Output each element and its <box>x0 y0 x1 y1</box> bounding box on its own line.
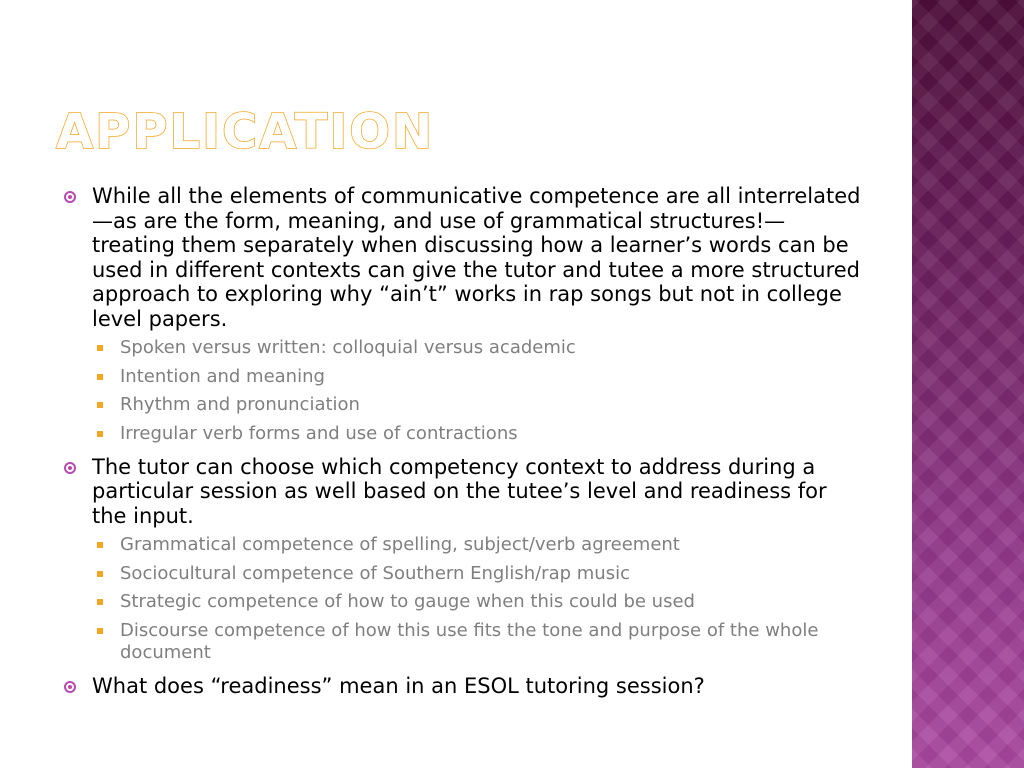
sub-bullet-point <box>64 591 864 613</box>
sub-bullet-point <box>64 337 864 359</box>
bullet-point <box>64 674 864 699</box>
sub-bullet-list <box>64 337 864 445</box>
square-bullet-icon <box>97 374 103 380</box>
slide-body <box>64 184 864 704</box>
sub-bullet-text: Grammatical competence of spelling, subject/verb agreement <box>120 534 680 555</box>
bullet-point <box>64 184 864 331</box>
sub-bullet-text: Irregular verb forms and use of contractions <box>120 422 518 444</box>
square-bullet-icon <box>97 402 103 408</box>
circle-bullet-icon <box>64 462 76 474</box>
square-bullet-icon <box>97 599 103 605</box>
sub-bullet-text: Discourse competence of how this use fits the tone and purpose of the whole document <box>120 619 819 663</box>
sub-bullet-point <box>64 563 864 585</box>
decorative-side-band <box>912 0 1024 768</box>
sub-bullet-point <box>64 423 864 445</box>
bullet-text: What does “readiness” mean in an ESOL tutoring session? <box>92 673 705 698</box>
sub-bullet-text: Spoken versus written: colloquial versus academic <box>120 337 576 358</box>
bullet-text: While all the elements of communicative competence are all interrelated—as are the form, meaning, and use of grammatical structures!—treating them separately when discussing how a learner’s words can be used in different contexts can give the tutor and tutee a more structured approach to exploring why “ain’t” works in rap songs but not in college level papers. <box>92 184 861 331</box>
sub-bullet-list <box>64 534 864 664</box>
sub-bullet-point <box>64 394 864 416</box>
sub-bullet-text: Sociocultural competence of Southern English/rap music <box>120 562 630 584</box>
sub-bullet-point <box>64 366 864 388</box>
sub-bullet-point <box>64 534 864 556</box>
circle-bullet-icon <box>64 681 76 693</box>
bullet-point <box>64 455 864 529</box>
circle-bullet-icon <box>64 191 76 203</box>
square-bullet-icon <box>97 628 103 634</box>
sub-bullet-text: Intention and meaning <box>120 365 325 387</box>
sub-bullet-text: Strategic competence of how to gauge when this could be used <box>120 591 695 612</box>
square-bullet-icon <box>97 542 103 548</box>
square-bullet-icon <box>97 571 103 577</box>
sub-bullet-text: Rhythm and pronunciation <box>120 394 360 415</box>
square-bullet-icon <box>97 345 103 351</box>
sub-bullet-point <box>64 620 864 664</box>
square-bullet-icon <box>97 431 103 437</box>
bullet-text: The tutor can choose which competency context to address during a particular session as well based on the tutee’s level and readiness for the input. <box>92 454 827 528</box>
slide-title: APPLICATION <box>56 104 435 160</box>
